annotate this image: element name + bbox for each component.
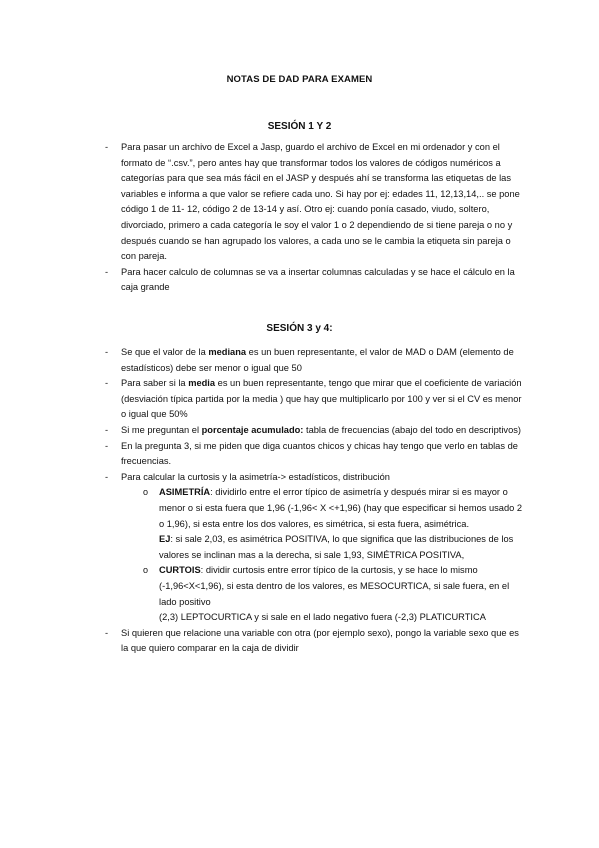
dash-bullet: -: [105, 627, 109, 638]
circle-bullet: o: [143, 565, 149, 576]
dash-bullet: -: [105, 142, 109, 152]
item-text-bold: mediana: [208, 347, 247, 357]
list-item: [105, 470, 525, 626]
document-title: NOTAS DE DAD PARA EXAMEN: [226, 74, 373, 85]
example-bold: EJ: [159, 534, 171, 545]
list-item-text: Si quieren que relacione una variable con otra (por ejemplo sexo), pongo la variable sexo que es la que quiero comparar en la caja de dividir: [121, 627, 519, 654]
item-text-post: es un buen representante, tengo que mirar que el coeficiente de variación (desviación típica partida por la media ) que hay que multiplicarlo por 100 y ver si el CV es menor o igual que 50%: [121, 378, 522, 420]
sub-item-bold: CURTOIS: [159, 565, 201, 576]
sub-item-para: [159, 563, 525, 610]
dash-bullet: -: [105, 440, 109, 451]
list-item: [105, 626, 525, 657]
dash-bullet: -: [105, 347, 109, 357]
circle-bullet: o: [143, 487, 149, 498]
example-text: : si sale 2,03, es asimétrica POSITIVA, lo que significa que las distribuciones de los valores se inclinan mas a la derecha, si sale 1,93, SIMÉTRICA POSITIVA,: [159, 534, 514, 560]
dash-bullet: -: [105, 471, 109, 482]
list-item: [105, 439, 525, 470]
sub-item-text: : dividirlo entre el error típico de asimetría y después mirar si es mayor o menor o si esta fuera que 1,96 (-1,96< X <+1,96) (hay que especificar si hemos usado 2 o 1,96), si esta entre los dos valores, es simétrica, si esta fuera, asimétrica.: [159, 487, 523, 529]
item-text-bold: media: [188, 378, 216, 389]
list-item: [105, 423, 525, 439]
sub-item-para: [159, 485, 525, 532]
section-heading-2: SESIÓN 3 y 4:: [266, 323, 333, 334]
list-item: [105, 265, 525, 296]
sub-item-line2: (2,3) LEPTOCURTICA y si sale en el lado negativo fuera (-2,3) PLATICURTICA: [159, 612, 486, 623]
item-text-bold: porcentaje acumulado:: [201, 424, 304, 435]
dash-bullet: -: [105, 378, 109, 389]
list-item-text: Para pasar un archivo de Excel a Jasp, guardo el archivo de Excel en mi ordenador y con el formato de “.csv.”, pero antes hay que transformar todos los valores de códigos numéricos a categorías para que sea más fácil en el JASP y después ahí se transforma las etiquetas de las variables e informa a que valor se refiere cada uno. Si hay por ej: edades 11, 12,13,14,.. se pone código 1 de 11- 12, código 2 de 13-14 y así. Otro ej: cuando ponía casado, viudo, soltero, divorciado, primero a cada categoría le soy el valor 1 o 2 dependiendo de si tiene pareja o no y después cuando se han agrupado los valores, a cada uno se le cambia la etiqueta sin pareja o con pareja.: [121, 142, 520, 262]
example-para: [159, 532, 525, 563]
sub-item-text: : dividir curtosis entre error típico de la curtosis, y se hace lo mismo (-1,96<X<1,96), si esta dentro de los valores, es MESOCURTICA, si sale fuera, en el lado positivo: [159, 565, 510, 607]
section1-list: [105, 140, 525, 296]
list-item-text: Para hacer calculo de columnas se va a insertar columnas calculadas y se hace el cálculo en la caja grande: [121, 266, 515, 293]
list-item: [105, 376, 525, 423]
item-text-pre: Se que el valor de la: [121, 347, 209, 357]
item-text-post: tabla de frecuencias (abajo del todo en descriptivos): [303, 424, 521, 435]
item-text-pre: Para saber si la: [121, 378, 189, 389]
sub-item-curtois: [121, 563, 525, 625]
item-text-pre: Si me preguntan el: [121, 424, 202, 435]
section2-list: [105, 345, 525, 657]
sub-item-bold: ASIMETRÍA: [159, 487, 211, 498]
dash-bullet: -: [105, 266, 109, 277]
item-text-post: es un buen representante, el valor de MAD o DAM (elemento de estadísticos) debe ser menor o igual que 50: [121, 347, 514, 373]
dash-bullet: -: [105, 424, 109, 435]
sub-item-asimetria: [121, 485, 525, 563]
list-item-text: Para calcular la curtosis y la asimetría-> estadísticos, distribución: [121, 471, 390, 482]
list-item: [105, 345, 525, 376]
section-heading-1: SESIÓN 1 Y 2: [267, 121, 332, 132]
list-item: [105, 140, 525, 265]
list-item-text: En la pregunta 3, si me piden que diga cuantos chicos y chicas hay tengo que verlo en tablas de frecuencias.: [121, 440, 518, 467]
